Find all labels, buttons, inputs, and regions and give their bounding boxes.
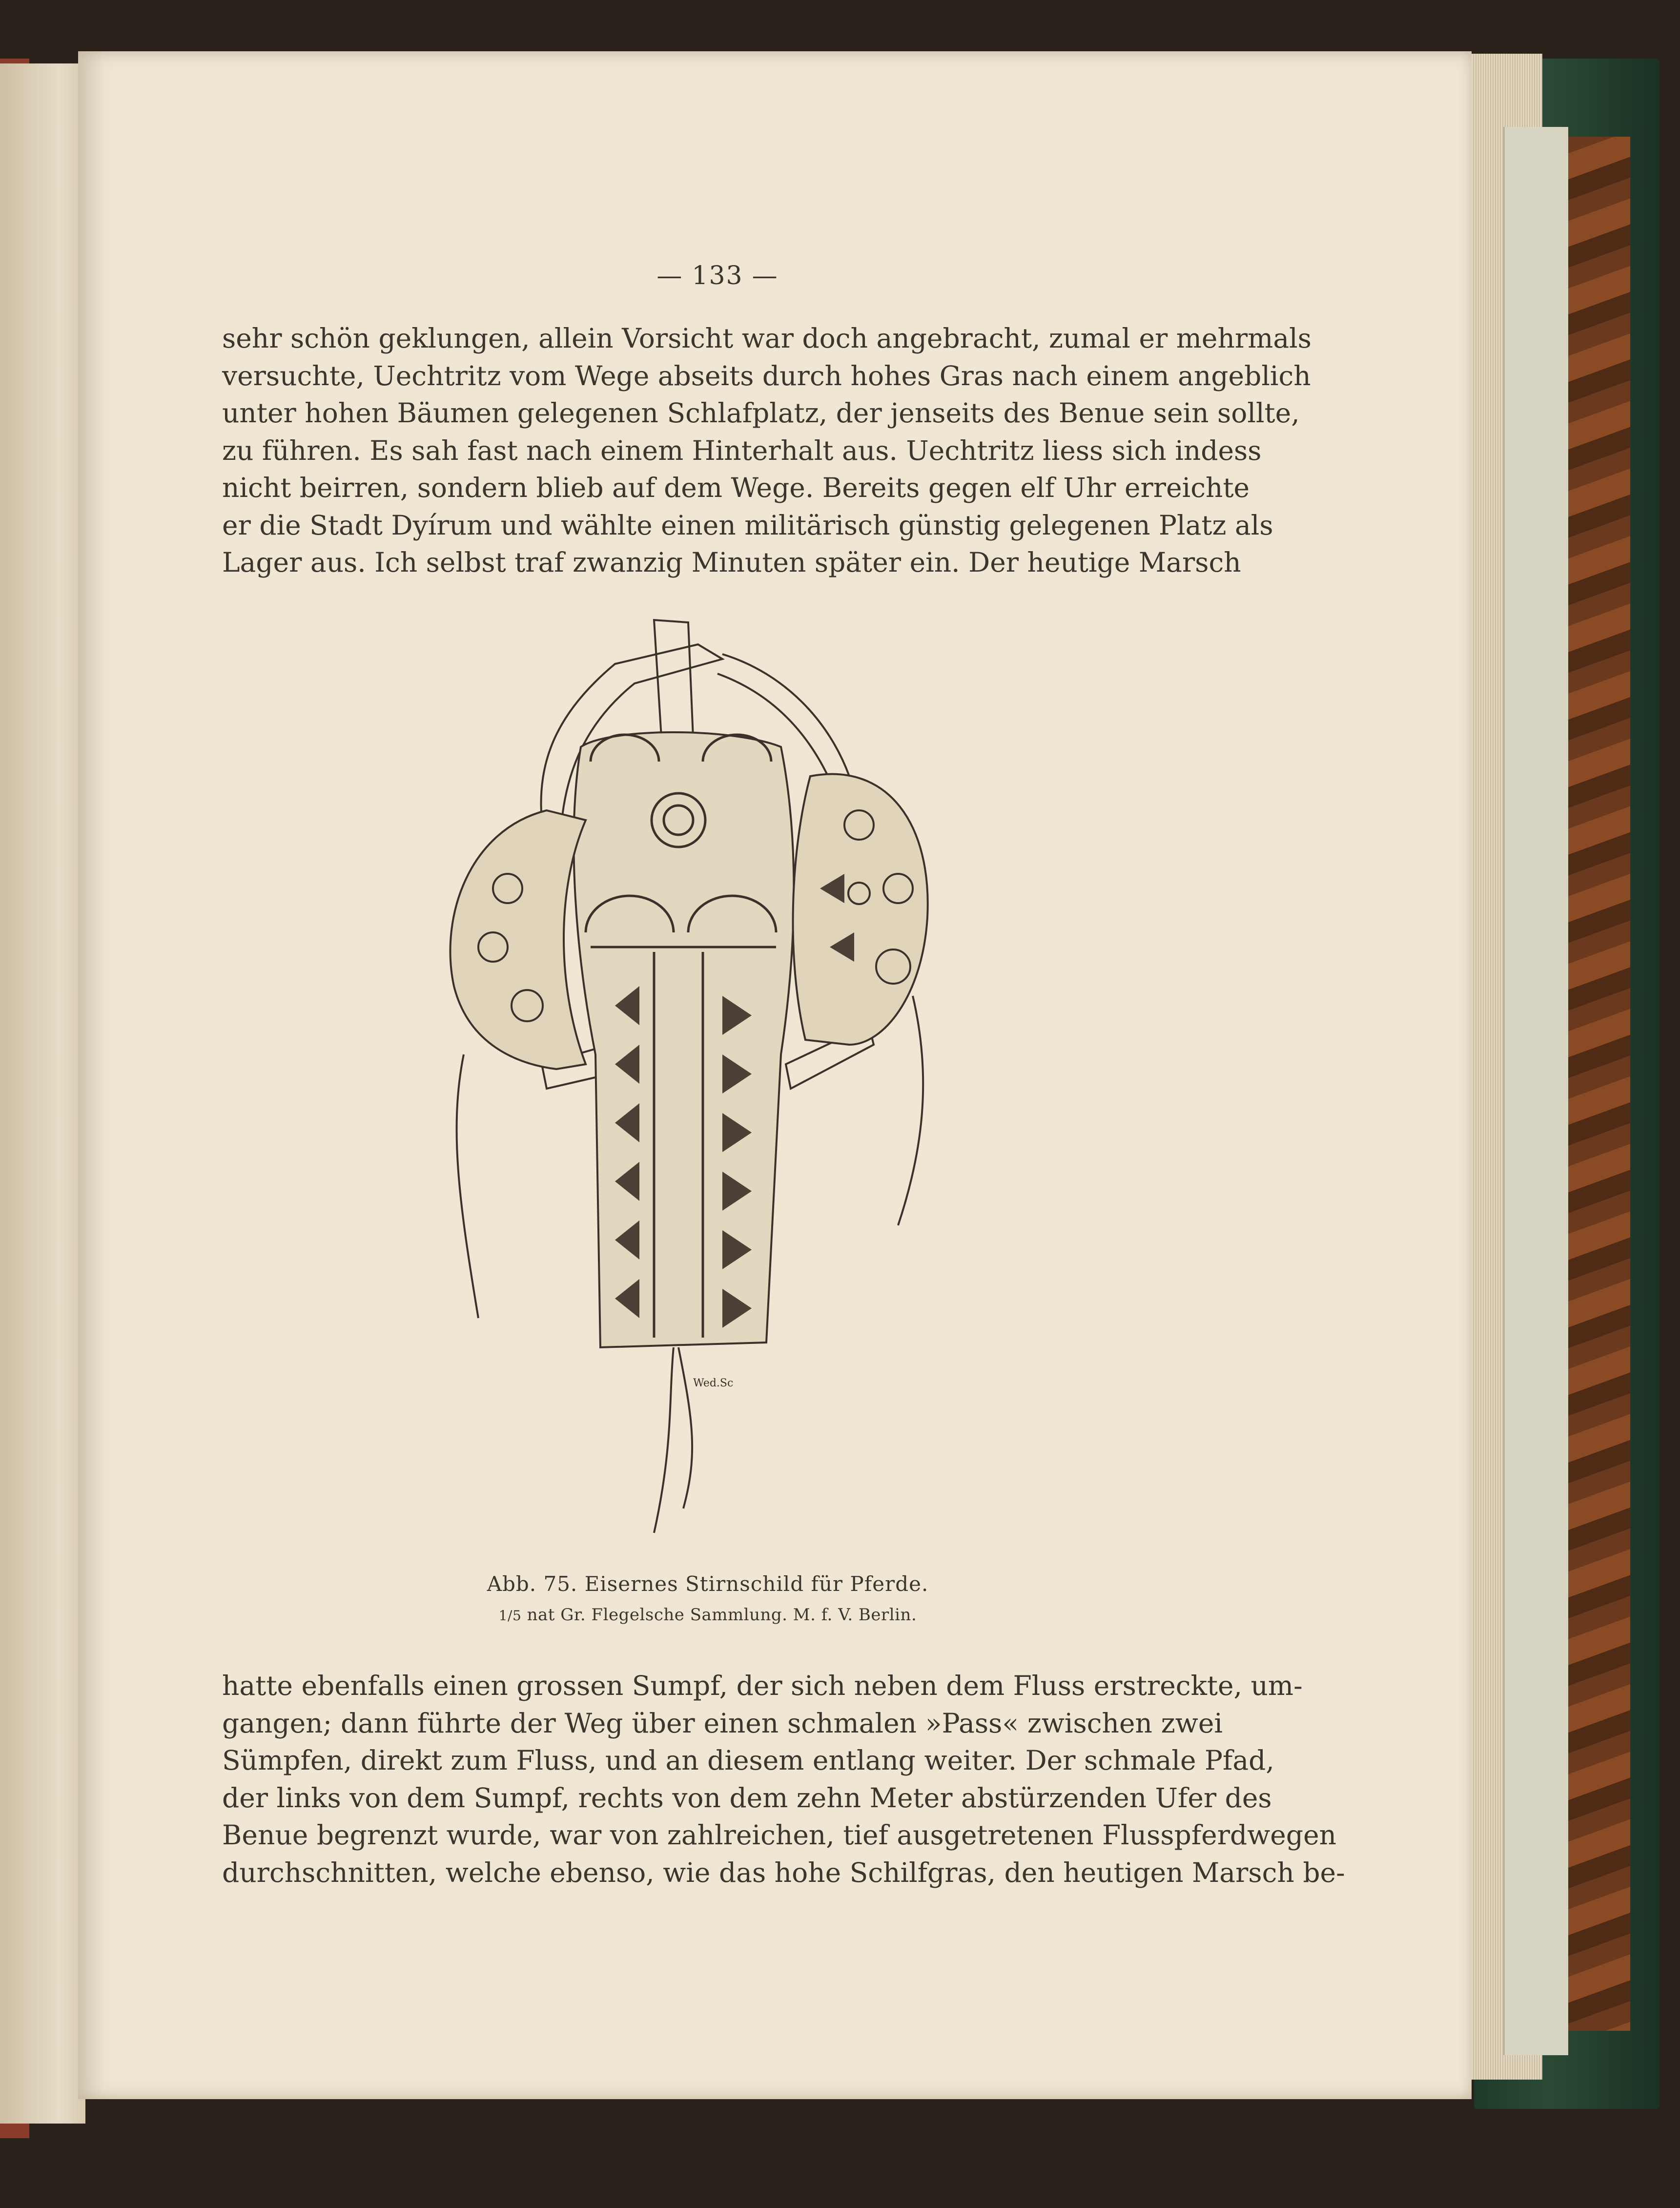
text-line: Sümpfen, direkt zum Fluss, und an diesem entlang weiter. Der schmale Pfad, bbox=[222, 1745, 1274, 1776]
text-line: er die Stadt Dyírum und wählte einen militärisch günstig gelegenen Platz als bbox=[222, 509, 1273, 541]
engraver-signature: Wed.Sc bbox=[693, 1377, 734, 1389]
right-cord bbox=[898, 996, 923, 1225]
text-line: durchschnitten, welche ebenso, wie das hohe Schilfgras, den heutigen Marsch be- bbox=[222, 1857, 1345, 1888]
facing-page-edge bbox=[0, 63, 85, 2124]
text-line: zu führen. Es sah fast nach einem Hinterhalt aus. Uechtritz liess sich indess bbox=[222, 434, 1262, 466]
caption-source-text: nat Gr. Flegelsche Sammlung. M. f. V. Berlin. bbox=[527, 1605, 917, 1625]
right-disk bbox=[793, 774, 928, 1045]
endpaper bbox=[1503, 127, 1568, 2055]
page-number: — 133 — bbox=[656, 261, 779, 290]
paragraph-top bbox=[222, 320, 1311, 581]
page-number-value: 133 bbox=[692, 261, 743, 290]
scale-fraction: 1/5 bbox=[498, 1608, 522, 1624]
text-line: hatte ebenfalls einen grossen Sumpf, der sich neben dem Fluss erstreckte, um- bbox=[222, 1670, 1303, 1701]
text-line: der links von dem Sumpf, rechts von dem zehn Meter abstürzenden Ufer des bbox=[222, 1782, 1272, 1814]
figure-caption-title: Abb. 75. Eisernes Stirnschild für Pferde. bbox=[487, 1572, 929, 1596]
text-line: Lager aus. Ich selbst traf zwanzig Minuten später ein. Der heutige Marsch bbox=[222, 547, 1241, 578]
figure-illustration bbox=[381, 615, 1025, 1543]
text-line: sehr schön geklungen, allein Vorsicht war doch angebracht, zumal er mehrmals bbox=[222, 323, 1311, 354]
text-line: unter hohen Bäumen gelegenen Schlafplatz, der jenseits des Benue sein sollte, bbox=[222, 397, 1300, 429]
central-plate bbox=[574, 732, 794, 1347]
paragraph-bottom bbox=[222, 1667, 1345, 1891]
text-line: gangen; dann führte der Weg über einen schmalen »Pass« zwischen zwei bbox=[222, 1707, 1223, 1739]
text-line: nicht beirren, sondern blieb auf dem Wege. Bereits gegen elf Uhr erreichte bbox=[222, 472, 1250, 503]
figure-caption-source bbox=[469, 1605, 947, 1625]
top-strap bbox=[654, 620, 693, 737]
bottom-cord bbox=[654, 1347, 692, 1533]
left-cord bbox=[457, 1054, 478, 1318]
text-line: versuchte, Uechtritz vom Wege abseits durch hohes Gras nach einem angeblich bbox=[222, 360, 1311, 392]
left-disk bbox=[451, 810, 586, 1069]
text-line: Benue begrenzt wurde, war von zahlreichen, tief ausgetretenen Flusspferdwegen bbox=[222, 1819, 1337, 1851]
